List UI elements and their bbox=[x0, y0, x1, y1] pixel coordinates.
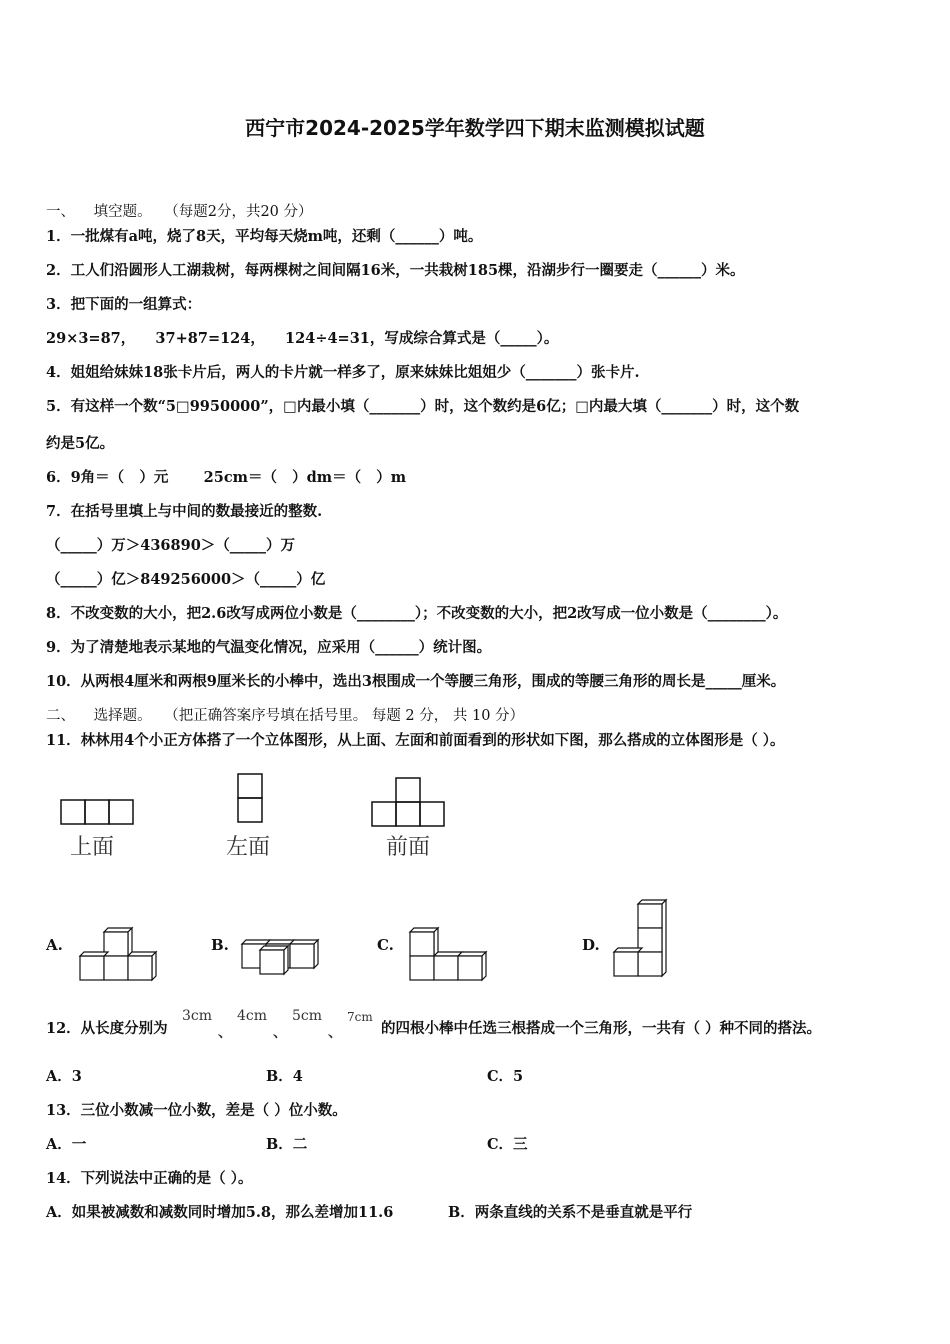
length-4cm: 4cm bbox=[237, 1008, 268, 1024]
question-3: 3．把下面的一组算式： bbox=[46, 296, 202, 313]
q12-option-b: B．4 bbox=[266, 1068, 303, 1085]
separator-3: 、 bbox=[328, 1025, 342, 1041]
section-1-note: （每题2分，共20 分） bbox=[164, 204, 313, 220]
question-7-part-a: （_____）万＞436890＞（_____）万 bbox=[46, 537, 296, 554]
separator-1: 、 bbox=[218, 1025, 232, 1041]
option-d-label: D. bbox=[582, 936, 600, 954]
question-12-suffix: 的四根小棒中任选三根搭成一个三角形，一共有（ ）种不同的搭法。 bbox=[381, 1020, 822, 1037]
q13-option-a: A．一 bbox=[46, 1136, 87, 1153]
length-7cm: 7cm bbox=[347, 1010, 373, 1024]
length-5cm: 5cm bbox=[292, 1008, 323, 1024]
q14-option-a: A．如果被减数和减数同时增加5.8，那么差增加11.6 bbox=[46, 1204, 394, 1221]
question-7-part-b: （_____）亿＞849256000＞（_____）亿 bbox=[46, 571, 326, 588]
q13-option-c: C．三 bbox=[487, 1136, 528, 1153]
question-6: 6．9角＝（ ）元 25cm＝（ ）dm＝（ ）m bbox=[46, 469, 407, 486]
section-2-name: 选择题。 bbox=[93, 708, 152, 724]
front-view-figure bbox=[370, 776, 446, 830]
question-4: 4．姐姐给妹妹18张卡片后，两人的卡片就一样多了，原来妹妹比姐姐少（_______）张卡片. bbox=[46, 364, 640, 381]
option-b-cube-figure bbox=[240, 936, 324, 976]
section-1-number: 一、 bbox=[46, 204, 75, 220]
question-9: 9．为了清楚地表示某地的气温变化情况，应采用（______）统计图。 bbox=[46, 639, 492, 656]
q12-option-c: C．5 bbox=[487, 1068, 524, 1085]
section-1-header bbox=[46, 202, 313, 222]
length-3cm: 3cm bbox=[182, 1008, 213, 1024]
top-view-label: 上面 bbox=[70, 835, 115, 860]
option-a-cube-figure bbox=[76, 924, 158, 982]
page-title: 西宁市2024-2025学年数学四下期末监测模拟试题 bbox=[245, 116, 705, 140]
q14-option-b: B．两条直线的关系不是垂直就是平行 bbox=[448, 1204, 693, 1221]
section-2-note: （把正确答案序号填在括号里。 每题 2 分， 共 10 分） bbox=[164, 708, 525, 724]
question-7: 7．在括号里填上与中间的数最接近的整数. bbox=[46, 503, 323, 520]
question-8: 8．不改变数的大小，把2.6改写成两位小数是（________）；不改变数的大小，把2改写成一位小数是（________）。 bbox=[46, 605, 788, 622]
question-2: 2．工人们沿圆形人工湖栽树，每两棵树之间间隔16米，一共栽树185棵，沿湖步行一圈要走（______）米。 bbox=[46, 262, 745, 279]
top-view-figure bbox=[60, 796, 136, 826]
option-c-cube-figure bbox=[406, 924, 490, 984]
section-1-name: 填空题。 bbox=[93, 204, 152, 220]
separator-2: 、 bbox=[273, 1025, 287, 1041]
left-view-label: 左面 bbox=[226, 835, 271, 860]
option-c-label: C. bbox=[377, 936, 394, 954]
option-b-label: B. bbox=[211, 936, 229, 954]
question-5-line-2: 约是5亿。 bbox=[46, 435, 115, 452]
q13-option-b: B．二 bbox=[266, 1136, 308, 1153]
question-11: 11．林林用4个小正方体搭了一个立体图形，从上面、左面和前面看到的形状如下图，那么搭成的立体图形是（ ）。 bbox=[46, 732, 785, 749]
front-view-label: 前面 bbox=[386, 835, 431, 860]
question-1: 1．一批煤有a吨，烧了8天，平均每天烧m吨，还剩（______）吨。 bbox=[46, 228, 483, 245]
section-2-header bbox=[46, 706, 524, 726]
left-view-figure bbox=[236, 772, 266, 826]
option-d-cube-figure bbox=[610, 896, 672, 982]
section-2-number: 二、 bbox=[46, 708, 75, 724]
question-14: 14．下列说法中正确的是（ ）。 bbox=[46, 1170, 253, 1187]
question-5-line-1: 5．有这样一个数“5□9950000”，□内最小填（_______）时，这个数约是6亿；□内最大填（_______）时，这个数 bbox=[46, 398, 800, 415]
question-12-prefix: 12．从长度分别为 bbox=[46, 1020, 168, 1037]
question-13: 13．三位小数减一位小数，差是（ ）位小数。 bbox=[46, 1102, 347, 1119]
option-a-label: A. bbox=[46, 936, 63, 954]
question-3-expressions: 29×3=87， 37+87=124， 124÷4=31，写成综合算式是（_____）。 bbox=[46, 330, 559, 347]
q12-option-a: A．3 bbox=[46, 1068, 82, 1085]
question-10: 10．从两根4厘米和两根9厘米长的小棒中，选出3根围成一个等腰三角形，围成的等腰三角形的周长是_____厘米。 bbox=[46, 673, 786, 690]
